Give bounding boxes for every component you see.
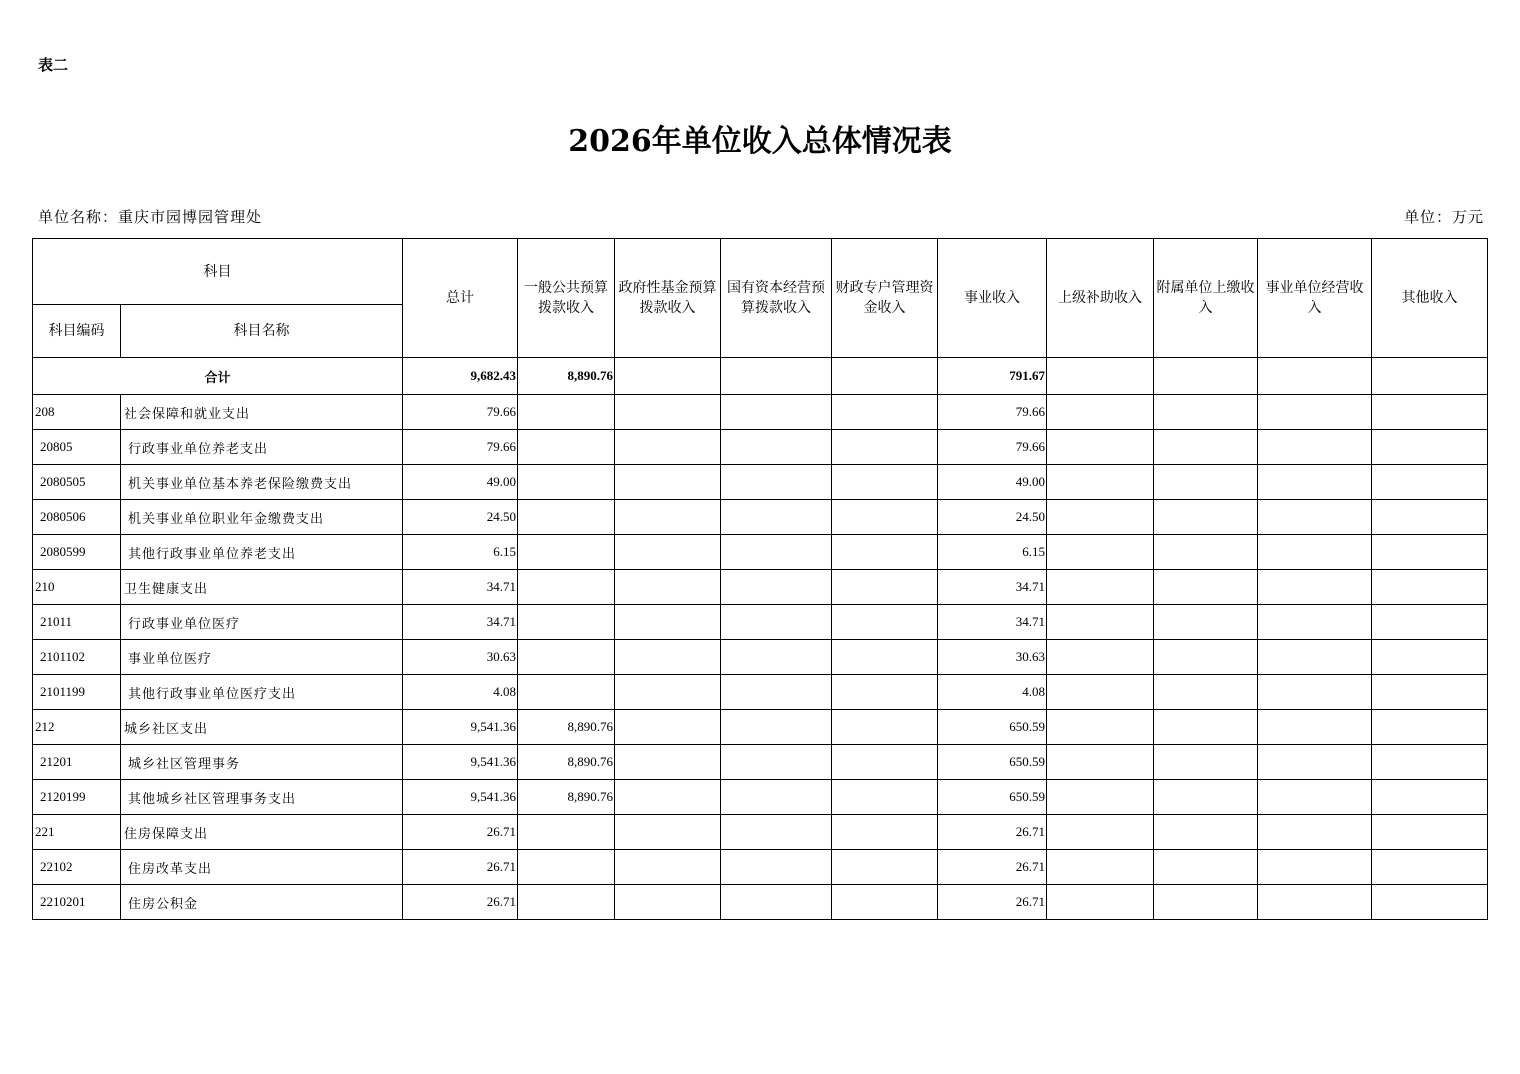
cell xyxy=(615,850,721,885)
cell: 34.71 xyxy=(938,570,1047,605)
cell: 9,541.36 xyxy=(403,745,518,780)
cell xyxy=(1258,358,1372,395)
cell: 49.00 xyxy=(403,465,518,500)
cell xyxy=(1258,535,1372,570)
cell: 650.59 xyxy=(938,780,1047,815)
table-row xyxy=(33,395,1488,430)
cell xyxy=(1154,675,1258,710)
subject-name: 事业单位医疗 xyxy=(121,640,403,675)
cell xyxy=(615,500,721,535)
subject-name: 城乡社区支出 xyxy=(121,710,403,745)
cell xyxy=(1372,465,1488,500)
cell xyxy=(1258,570,1372,605)
subject-name: 行政事业单位医疗 xyxy=(121,605,403,640)
cell xyxy=(518,430,615,465)
cell xyxy=(1154,465,1258,500)
cell xyxy=(1047,570,1154,605)
cell xyxy=(832,780,938,815)
cell xyxy=(518,885,615,920)
cell xyxy=(832,675,938,710)
cell xyxy=(721,640,832,675)
cell xyxy=(1047,430,1154,465)
cell xyxy=(721,535,832,570)
cell xyxy=(1372,815,1488,850)
cell xyxy=(1372,570,1488,605)
subject-name: 住房公积金 xyxy=(121,885,403,920)
cell xyxy=(1258,500,1372,535)
cell xyxy=(1258,465,1372,500)
cell: 34.71 xyxy=(938,605,1047,640)
cell xyxy=(1372,780,1488,815)
unit-name: 单位名称：重庆市园博园管理处 xyxy=(38,208,263,226)
income-table xyxy=(32,238,1488,920)
cell xyxy=(615,605,721,640)
cell xyxy=(518,465,615,500)
cell xyxy=(1258,850,1372,885)
subject-code: 2080505 xyxy=(33,465,121,500)
cell xyxy=(518,850,615,885)
cell: 79.66 xyxy=(938,430,1047,465)
cell: 79.66 xyxy=(403,395,518,430)
cell xyxy=(1154,430,1258,465)
cell: 8,890.76 xyxy=(518,358,615,395)
cell xyxy=(1154,640,1258,675)
table-row xyxy=(33,745,1488,780)
cell xyxy=(1154,850,1258,885)
cell: 8,890.76 xyxy=(518,710,615,745)
subject-code: 221 xyxy=(33,815,121,850)
cell xyxy=(1258,675,1372,710)
cell: 26.71 xyxy=(938,815,1047,850)
cell xyxy=(721,850,832,885)
total-row xyxy=(33,358,1488,395)
cell: 6.15 xyxy=(938,535,1047,570)
cell xyxy=(721,885,832,920)
cell xyxy=(1047,815,1154,850)
cell xyxy=(721,358,832,395)
cell xyxy=(721,430,832,465)
cell: 26.71 xyxy=(938,885,1047,920)
cell: 9,682.43 xyxy=(403,358,518,395)
cell xyxy=(615,675,721,710)
cell xyxy=(615,780,721,815)
cell xyxy=(1047,780,1154,815)
cell: 8,890.76 xyxy=(518,780,615,815)
cell: 9,541.36 xyxy=(403,710,518,745)
cell: 24.50 xyxy=(938,500,1047,535)
subject-name: 行政事业单位养老支出 xyxy=(121,430,403,465)
header-state-capital: 国有资本经营预算拨款收入 xyxy=(721,239,832,358)
cell: 49.00 xyxy=(938,465,1047,500)
cell xyxy=(832,358,938,395)
table-row xyxy=(33,885,1488,920)
table-row xyxy=(33,605,1488,640)
subject-code: 21011 xyxy=(33,605,121,640)
cell xyxy=(615,535,721,570)
cell: 4.08 xyxy=(403,675,518,710)
table-row xyxy=(33,465,1488,500)
subject-code: 21201 xyxy=(33,745,121,780)
subject-code: 2101102 xyxy=(33,640,121,675)
table-row xyxy=(33,780,1488,815)
cell xyxy=(615,815,721,850)
cell xyxy=(1372,500,1488,535)
cell xyxy=(615,395,721,430)
cell: 34.71 xyxy=(403,605,518,640)
cell: 30.63 xyxy=(938,640,1047,675)
cell: 26.71 xyxy=(403,885,518,920)
subject-code: 2210201 xyxy=(33,885,121,920)
header-special-account: 财政专户管理资金收入 xyxy=(832,239,938,358)
cell xyxy=(518,605,615,640)
subject-code: 210 xyxy=(33,570,121,605)
header-affiliated-turnover: 附属单位上缴收入 xyxy=(1154,239,1258,358)
cell: 24.50 xyxy=(403,500,518,535)
cell xyxy=(1372,640,1488,675)
cell xyxy=(832,500,938,535)
cell xyxy=(1258,430,1372,465)
cell xyxy=(832,395,938,430)
total-label: 合计 xyxy=(33,358,403,395)
cell: 26.71 xyxy=(403,815,518,850)
cell xyxy=(518,815,615,850)
cell: 26.71 xyxy=(403,850,518,885)
header-subject-name: 科目名称 xyxy=(121,305,403,358)
currency-unit: 单位：万元 xyxy=(1403,208,1484,226)
cell xyxy=(1047,395,1154,430)
cell xyxy=(1047,465,1154,500)
cell xyxy=(1154,500,1258,535)
cell xyxy=(1372,430,1488,465)
cell xyxy=(1154,570,1258,605)
cell xyxy=(615,885,721,920)
table-row xyxy=(33,815,1488,850)
cell xyxy=(1047,500,1154,535)
cell xyxy=(832,570,938,605)
page-title: 2026年单位收入总体情况表 xyxy=(568,124,952,159)
cell xyxy=(721,815,832,850)
cell xyxy=(832,885,938,920)
cell xyxy=(832,850,938,885)
cell: 34.71 xyxy=(403,570,518,605)
cell xyxy=(721,605,832,640)
cell: 650.59 xyxy=(938,710,1047,745)
cell xyxy=(1154,395,1258,430)
cell xyxy=(1154,885,1258,920)
cell xyxy=(1372,710,1488,745)
cell: 6.15 xyxy=(403,535,518,570)
header-operating-income: 事业单位经营收入 xyxy=(1258,239,1372,358)
cell xyxy=(721,570,832,605)
cell xyxy=(1372,745,1488,780)
table-row xyxy=(33,430,1488,465)
header-business-income: 事业收入 xyxy=(938,239,1047,358)
subject-name: 机关事业单位基本养老保险缴费支出 xyxy=(121,465,403,500)
cell xyxy=(615,640,721,675)
header-general-budget: 一般公共预算拨款收入 xyxy=(518,239,615,358)
cell: 791.67 xyxy=(938,358,1047,395)
cell xyxy=(1047,710,1154,745)
cell: 30.63 xyxy=(403,640,518,675)
header-total: 总计 xyxy=(403,239,518,358)
cell: 650.59 xyxy=(938,745,1047,780)
cell xyxy=(1154,815,1258,850)
subject-code: 20805 xyxy=(33,430,121,465)
cell xyxy=(1047,640,1154,675)
cell xyxy=(518,500,615,535)
cell xyxy=(832,465,938,500)
cell xyxy=(518,640,615,675)
header-superior-subsidy: 上级补助收入 xyxy=(1047,239,1154,358)
cell xyxy=(721,780,832,815)
cell xyxy=(1258,640,1372,675)
cell xyxy=(1258,745,1372,780)
cell: 26.71 xyxy=(938,850,1047,885)
subject-name: 其他城乡社区管理事务支出 xyxy=(121,780,403,815)
cell: 79.66 xyxy=(938,395,1047,430)
cell xyxy=(832,640,938,675)
cell xyxy=(615,465,721,500)
subject-name: 住房保障支出 xyxy=(121,815,403,850)
subject-name: 其他行政事业单位医疗支出 xyxy=(121,675,403,710)
header-subject: 科目 xyxy=(33,239,403,305)
cell xyxy=(1372,535,1488,570)
cell xyxy=(518,395,615,430)
cell xyxy=(721,395,832,430)
cell xyxy=(721,710,832,745)
cell xyxy=(1372,605,1488,640)
cell xyxy=(832,745,938,780)
cell xyxy=(721,465,832,500)
subject-name: 住房改革支出 xyxy=(121,850,403,885)
cell xyxy=(1372,850,1488,885)
header-gov-fund: 政府性基金预算拨款收入 xyxy=(615,239,721,358)
subject-code: 2120199 xyxy=(33,780,121,815)
cell xyxy=(1258,780,1372,815)
cell xyxy=(1047,885,1154,920)
subject-name: 城乡社区管理事务 xyxy=(121,745,403,780)
cell xyxy=(1047,675,1154,710)
cell xyxy=(721,500,832,535)
subject-name: 机关事业单位职业年金缴费支出 xyxy=(121,500,403,535)
header-other-income: 其他收入 xyxy=(1372,239,1488,358)
cell: 4.08 xyxy=(938,675,1047,710)
cell xyxy=(615,430,721,465)
cell xyxy=(1258,710,1372,745)
table-label: 表二 xyxy=(38,56,69,74)
subject-name: 社会保障和就业支出 xyxy=(121,395,403,430)
table-row xyxy=(33,850,1488,885)
cell: 8,890.76 xyxy=(518,745,615,780)
cell xyxy=(1258,605,1372,640)
cell xyxy=(615,570,721,605)
cell xyxy=(832,535,938,570)
cell xyxy=(832,605,938,640)
cell xyxy=(1047,358,1154,395)
cell xyxy=(1154,358,1258,395)
cell xyxy=(1154,780,1258,815)
cell xyxy=(615,358,721,395)
table-row xyxy=(33,570,1488,605)
cell xyxy=(1372,675,1488,710)
subject-code: 208 xyxy=(33,395,121,430)
cell xyxy=(518,570,615,605)
cell: 79.66 xyxy=(403,430,518,465)
cell xyxy=(1047,535,1154,570)
table-row xyxy=(33,710,1488,745)
cell xyxy=(1047,745,1154,780)
subject-code: 22102 xyxy=(33,850,121,885)
table-row xyxy=(33,675,1488,710)
table-row xyxy=(33,500,1488,535)
cell xyxy=(615,710,721,745)
cell xyxy=(615,745,721,780)
cell xyxy=(1372,358,1488,395)
cell xyxy=(832,710,938,745)
cell xyxy=(1372,395,1488,430)
cell xyxy=(1047,850,1154,885)
cell xyxy=(1047,605,1154,640)
cell xyxy=(1154,535,1258,570)
cell xyxy=(1258,395,1372,430)
cell xyxy=(1154,745,1258,780)
cell: 9,541.36 xyxy=(403,780,518,815)
cell xyxy=(1154,710,1258,745)
subject-code: 2080599 xyxy=(33,535,121,570)
cell xyxy=(832,430,938,465)
cell xyxy=(518,675,615,710)
cell xyxy=(1372,885,1488,920)
cell xyxy=(721,745,832,780)
cell xyxy=(1258,815,1372,850)
subject-code: 2080506 xyxy=(33,500,121,535)
table-row xyxy=(33,535,1488,570)
table-row xyxy=(33,640,1488,675)
cell xyxy=(518,535,615,570)
subject-name: 卫生健康支出 xyxy=(121,570,403,605)
cell xyxy=(721,675,832,710)
subject-name: 其他行政事业单位养老支出 xyxy=(121,535,403,570)
cell xyxy=(1258,885,1372,920)
header-subject-code: 科目编码 xyxy=(33,305,121,358)
cell xyxy=(832,815,938,850)
subject-code: 2101199 xyxy=(33,675,121,710)
subject-code: 212 xyxy=(33,710,121,745)
cell xyxy=(1154,605,1258,640)
